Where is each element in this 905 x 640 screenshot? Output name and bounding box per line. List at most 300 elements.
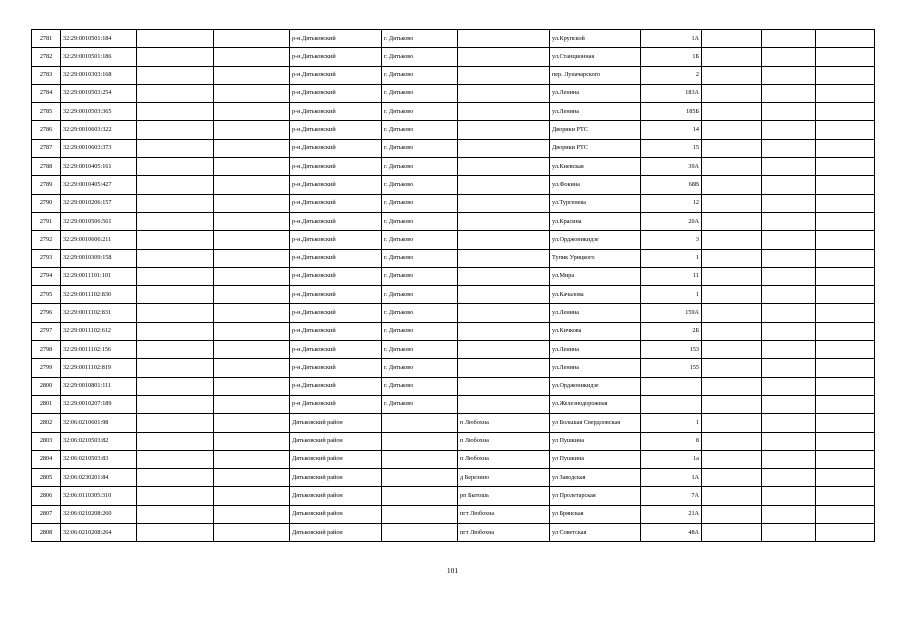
row-number-cell: 2800	[32, 377, 61, 395]
town-cell: г. Дятьково	[382, 377, 458, 395]
town-cell	[382, 524, 458, 542]
locality-cell: пгт Любохна	[458, 524, 550, 542]
empty-cell	[702, 286, 762, 304]
house-number-cell: 8	[641, 432, 702, 450]
empty-cell	[816, 487, 875, 505]
town-cell	[382, 450, 458, 468]
empty-cell	[137, 432, 214, 450]
empty-cell	[214, 249, 290, 267]
street-cell: ул.Киевская	[550, 158, 641, 176]
empty-cell	[702, 249, 762, 267]
empty-cell	[137, 395, 214, 413]
table-row	[32, 432, 875, 450]
street-cell: ул Большая Свердловская	[550, 414, 641, 432]
empty-cell	[214, 450, 290, 468]
table-row	[32, 524, 875, 542]
town-cell	[382, 487, 458, 505]
table-row	[32, 377, 875, 395]
empty-cell	[816, 103, 875, 121]
table-row	[32, 286, 875, 304]
empty-cell	[816, 267, 875, 285]
district-cell: р-н.Дятьковский	[290, 286, 382, 304]
locality-cell: п Любохна	[458, 450, 550, 468]
house-number-cell: 159А	[641, 304, 702, 322]
empty-cell	[137, 194, 214, 212]
empty-cell	[702, 48, 762, 66]
empty-cell	[762, 524, 816, 542]
cadastral-number-cell: 32:06:0210503:83	[61, 450, 137, 468]
district-cell: р-н.Дятьковский	[290, 194, 382, 212]
empty-cell	[702, 322, 762, 340]
row-number-cell: 2794	[32, 267, 61, 285]
table-row	[32, 66, 875, 84]
cadastral-number-cell: 32:29:0010501:186	[61, 48, 137, 66]
street-cell: ул Брянская	[550, 505, 641, 523]
street-cell: ул.Орджоникидзе	[550, 377, 641, 395]
empty-cell	[137, 66, 214, 84]
district-cell: р-н.Дятьковский	[290, 139, 382, 157]
table-row	[32, 139, 875, 157]
table-row	[32, 249, 875, 267]
street-cell: ул.Фокина	[550, 176, 641, 194]
empty-cell	[816, 341, 875, 359]
street-cell: Тупик Урицкого	[550, 249, 641, 267]
table-row	[32, 341, 875, 359]
empty-cell	[762, 286, 816, 304]
locality-cell: п Любохна	[458, 414, 550, 432]
empty-cell	[702, 194, 762, 212]
row-number-cell: 2782	[32, 48, 61, 66]
house-number-cell: 48А	[641, 524, 702, 542]
cadastral-number-cell: 32:29:0010405:427	[61, 176, 137, 194]
house-number-cell: 183А	[641, 84, 702, 102]
district-cell: р-н.Дятьковский	[290, 322, 382, 340]
district-cell: р-н.Дятьковский	[290, 158, 382, 176]
locality-cell	[458, 267, 550, 285]
empty-cell	[762, 359, 816, 377]
empty-cell	[214, 359, 290, 377]
table-row	[32, 487, 875, 505]
street-cell: ул.Ленина	[550, 103, 641, 121]
empty-cell	[137, 469, 214, 487]
empty-cell	[762, 267, 816, 285]
empty-cell	[137, 103, 214, 121]
cadastral-number-cell: 32:29:0010501:184	[61, 30, 137, 48]
empty-cell	[214, 414, 290, 432]
empty-cell	[762, 48, 816, 66]
table-row	[32, 84, 875, 102]
street-cell: пер. Луначарского	[550, 66, 641, 84]
house-number-cell: 153	[641, 341, 702, 359]
row-number-cell: 2783	[32, 66, 61, 84]
empty-cell	[702, 103, 762, 121]
district-cell: Дятьковский район	[290, 469, 382, 487]
empty-cell	[816, 212, 875, 230]
empty-cell	[762, 341, 816, 359]
empty-cell	[702, 84, 762, 102]
empty-cell	[137, 121, 214, 139]
row-number-cell: 2796	[32, 304, 61, 322]
row-number-cell: 2793	[32, 249, 61, 267]
empty-cell	[137, 450, 214, 468]
empty-cell	[816, 359, 875, 377]
table-body	[32, 30, 875, 542]
registry-table	[31, 29, 875, 542]
empty-cell	[214, 121, 290, 139]
empty-cell	[214, 103, 290, 121]
empty-cell	[137, 249, 214, 267]
house-number-cell: 15	[641, 139, 702, 157]
empty-cell	[816, 505, 875, 523]
table-row	[32, 322, 875, 340]
empty-cell	[137, 505, 214, 523]
town-cell: г. Дятьково	[382, 176, 458, 194]
page-number: 101	[446, 566, 459, 575]
table-row	[32, 414, 875, 432]
cadastral-number-cell: 32:29:0010503:254	[61, 84, 137, 102]
town-cell	[382, 505, 458, 523]
empty-cell	[702, 359, 762, 377]
empty-cell	[762, 322, 816, 340]
town-cell: г. Дятьково	[382, 103, 458, 121]
district-cell: Дятьковский район	[290, 524, 382, 542]
house-number-cell: 68В	[641, 176, 702, 194]
table-row	[32, 304, 875, 322]
street-cell: ул.Ленина	[550, 304, 641, 322]
house-number-cell: 11	[641, 267, 702, 285]
street-cell: ул Советская	[550, 524, 641, 542]
empty-cell	[702, 524, 762, 542]
district-cell: р-н.Дятьковский	[290, 249, 382, 267]
empty-cell	[137, 414, 214, 432]
table-row	[32, 103, 875, 121]
empty-cell	[816, 322, 875, 340]
town-cell: г. Дятьково	[382, 286, 458, 304]
cadastral-number-cell: 32:29:0011102:831	[61, 304, 137, 322]
house-number-cell: 21А	[641, 505, 702, 523]
street-cell: ул Пушкина	[550, 432, 641, 450]
empty-cell	[214, 432, 290, 450]
house-number-cell: 2Б	[641, 322, 702, 340]
cadastral-number-cell: 32:29:0010303:168	[61, 66, 137, 84]
empty-cell	[214, 505, 290, 523]
locality-cell	[458, 158, 550, 176]
locality-cell	[458, 176, 550, 194]
empty-cell	[816, 231, 875, 249]
table-row	[32, 231, 875, 249]
row-number-cell: 2785	[32, 103, 61, 121]
locality-cell	[458, 341, 550, 359]
empty-cell	[816, 176, 875, 194]
empty-cell	[137, 377, 214, 395]
street-cell: ул.Ленина	[550, 341, 641, 359]
table-row	[32, 359, 875, 377]
cadastral-number-cell: 32:29:0010606:211	[61, 231, 137, 249]
district-cell: Дятьковский район	[290, 505, 382, 523]
empty-cell	[137, 231, 214, 249]
row-number-cell: 2803	[32, 432, 61, 450]
cadastral-number-cell: 32:29:0010801:111	[61, 377, 137, 395]
district-cell: Дятьковский район	[290, 487, 382, 505]
district-cell: р-н.Дятьковский	[290, 359, 382, 377]
empty-cell	[137, 322, 214, 340]
empty-cell	[702, 304, 762, 322]
street-cell: ул Заводская	[550, 469, 641, 487]
locality-cell	[458, 231, 550, 249]
cadastral-number-cell: 32:29:0010603:322	[61, 121, 137, 139]
town-cell: г. Дятьково	[382, 121, 458, 139]
row-number-cell: 2797	[32, 322, 61, 340]
street-cell: ул.Ленина	[550, 359, 641, 377]
street-cell: ул.Орджоникидзе	[550, 231, 641, 249]
empty-cell	[214, 524, 290, 542]
empty-cell	[762, 103, 816, 121]
house-number-cell: 14	[641, 121, 702, 139]
house-number-cell: 1	[641, 249, 702, 267]
town-cell: г. Дятьково	[382, 395, 458, 413]
empty-cell	[137, 304, 214, 322]
empty-cell	[762, 377, 816, 395]
town-cell: г. Дятьково	[382, 359, 458, 377]
district-cell: р-н.Дятьковский	[290, 231, 382, 249]
town-cell	[382, 414, 458, 432]
house-number-cell: 1	[641, 286, 702, 304]
empty-cell	[702, 487, 762, 505]
empty-cell	[762, 249, 816, 267]
house-number-cell: 20А	[641, 212, 702, 230]
table-row	[32, 158, 875, 176]
locality-cell: пгт Любохна	[458, 505, 550, 523]
empty-cell	[137, 30, 214, 48]
empty-cell	[137, 158, 214, 176]
empty-cell	[816, 286, 875, 304]
street-cell: ул.Красина	[550, 212, 641, 230]
empty-cell	[762, 395, 816, 413]
street-cell: ул.Крупской	[550, 30, 641, 48]
table-row	[32, 212, 875, 230]
town-cell: г. Дятьково	[382, 341, 458, 359]
district-cell: р-н.Дятьковский	[290, 267, 382, 285]
empty-cell	[702, 469, 762, 487]
locality-cell	[458, 84, 550, 102]
locality-cell	[458, 103, 550, 121]
empty-cell	[702, 139, 762, 157]
empty-cell	[214, 267, 290, 285]
empty-cell	[762, 432, 816, 450]
street-cell: ул.Кичкова	[550, 322, 641, 340]
cadastral-number-cell: 32:06:0110305:310	[61, 487, 137, 505]
house-number-cell: 2	[641, 66, 702, 84]
empty-cell	[214, 341, 290, 359]
row-number-cell: 2792	[32, 231, 61, 249]
cadastral-number-cell: 32:29:0010309:158	[61, 249, 137, 267]
empty-cell	[137, 286, 214, 304]
empty-cell	[137, 267, 214, 285]
locality-cell	[458, 377, 550, 395]
empty-cell	[762, 66, 816, 84]
town-cell: г. Дятьково	[382, 158, 458, 176]
house-number-cell	[641, 377, 702, 395]
district-cell: р-н.Дятьковский	[290, 212, 382, 230]
cadastral-number-cell: 32:29:0011102:612	[61, 322, 137, 340]
cadastral-number-cell: 32:29:0010506:561	[61, 212, 137, 230]
house-number-cell: 155	[641, 359, 702, 377]
town-cell: г. Дятьково	[382, 30, 458, 48]
street-cell: ул Пролетарская	[550, 487, 641, 505]
locality-cell: п Любохна	[458, 432, 550, 450]
district-cell: р-н.Дятьковский	[290, 377, 382, 395]
empty-cell	[816, 194, 875, 212]
empty-cell	[762, 176, 816, 194]
cadastral-number-cell: 32:29:0010503:365	[61, 103, 137, 121]
empty-cell	[214, 286, 290, 304]
empty-cell	[816, 48, 875, 66]
row-number-cell: 2802	[32, 414, 61, 432]
locality-cell: д Березино	[458, 469, 550, 487]
house-number-cell: 7А	[641, 487, 702, 505]
street-cell: ул.Тургенева	[550, 194, 641, 212]
house-number-cell: 39А	[641, 158, 702, 176]
row-number-cell: 2781	[32, 30, 61, 48]
row-number-cell: 2806	[32, 487, 61, 505]
row-number-cell: 2805	[32, 469, 61, 487]
locality-cell	[458, 322, 550, 340]
empty-cell	[214, 487, 290, 505]
empty-cell	[702, 66, 762, 84]
cadastral-number-cell: 32:29:0011102:830	[61, 286, 137, 304]
empty-cell	[816, 84, 875, 102]
empty-cell	[214, 212, 290, 230]
district-cell: р-н.Дятьковский	[290, 121, 382, 139]
table-row	[32, 450, 875, 468]
district-cell: Дятьковский район	[290, 432, 382, 450]
house-number-cell: 185Б	[641, 103, 702, 121]
cadastral-number-cell: 32:29:0011102:819	[61, 359, 137, 377]
table-row	[32, 267, 875, 285]
row-number-cell: 2789	[32, 176, 61, 194]
empty-cell	[214, 139, 290, 157]
empty-cell	[137, 487, 214, 505]
house-number-cell	[641, 395, 702, 413]
empty-cell	[702, 30, 762, 48]
empty-cell	[816, 30, 875, 48]
table-row	[32, 30, 875, 48]
cadastral-number-cell: 32:29:0010405:161	[61, 158, 137, 176]
empty-cell	[762, 158, 816, 176]
district-cell: р-н.Дятьковский	[290, 103, 382, 121]
empty-cell	[214, 30, 290, 48]
empty-cell	[762, 505, 816, 523]
empty-cell	[762, 450, 816, 468]
town-cell: г. Дятьково	[382, 48, 458, 66]
town-cell	[382, 469, 458, 487]
street-cell: Дворики РТС	[550, 139, 641, 157]
street-cell: ул.Станционная	[550, 48, 641, 66]
locality-cell	[458, 304, 550, 322]
empty-cell	[762, 469, 816, 487]
locality-cell	[458, 395, 550, 413]
empty-cell	[816, 395, 875, 413]
empty-cell	[702, 267, 762, 285]
locality-cell	[458, 249, 550, 267]
row-number-cell: 2808	[32, 524, 61, 542]
house-number-cell: 1А	[641, 469, 702, 487]
town-cell: г. Дятьково	[382, 231, 458, 249]
empty-cell	[816, 377, 875, 395]
town-cell: г. Дятьково	[382, 267, 458, 285]
empty-cell	[702, 414, 762, 432]
empty-cell	[702, 395, 762, 413]
empty-cell	[214, 395, 290, 413]
locality-cell	[458, 121, 550, 139]
empty-cell	[762, 414, 816, 432]
empty-cell	[762, 84, 816, 102]
empty-cell	[762, 194, 816, 212]
row-number-cell: 2804	[32, 450, 61, 468]
empty-cell	[816, 524, 875, 542]
locality-cell	[458, 66, 550, 84]
locality-cell	[458, 48, 550, 66]
town-cell: г. Дятьково	[382, 249, 458, 267]
empty-cell	[214, 158, 290, 176]
district-cell: р-н.Дятьковский	[290, 30, 382, 48]
empty-cell	[214, 377, 290, 395]
empty-cell	[214, 176, 290, 194]
house-number-cell: 12	[641, 194, 702, 212]
table-row	[32, 469, 875, 487]
locality-cell	[458, 359, 550, 377]
cadastral-number-cell: 32:06:0210503:82	[61, 432, 137, 450]
empty-cell	[816, 432, 875, 450]
empty-cell	[214, 48, 290, 66]
district-cell: р-н.Дятьковский	[290, 304, 382, 322]
row-number-cell: 2795	[32, 286, 61, 304]
cadastral-number-cell: 32:06:0210208:260	[61, 505, 137, 523]
row-number-cell: 2786	[32, 121, 61, 139]
cadastral-number-cell: 32:29:0010206:157	[61, 194, 137, 212]
empty-cell	[702, 212, 762, 230]
cadastral-number-cell: 32:29:0011102:156	[61, 341, 137, 359]
district-cell: р-н.Дятьковский	[290, 341, 382, 359]
empty-cell	[214, 84, 290, 102]
locality-cell: рп Бытошь	[458, 487, 550, 505]
street-cell: ул.Мира	[550, 267, 641, 285]
house-number-cell: 3	[641, 231, 702, 249]
empty-cell	[137, 212, 214, 230]
district-cell: р-н.Дятьковский	[290, 48, 382, 66]
empty-cell	[816, 414, 875, 432]
table-row	[32, 505, 875, 523]
empty-cell	[702, 158, 762, 176]
street-cell: ул.Ленина	[550, 84, 641, 102]
town-cell: г. Дятьково	[382, 139, 458, 157]
district-cell: р-н.Дятьковский	[290, 84, 382, 102]
table-row	[32, 176, 875, 194]
empty-cell	[137, 48, 214, 66]
house-number-cell: 1а	[641, 450, 702, 468]
empty-cell	[214, 304, 290, 322]
cadastral-number-cell: 32:06:0210208:264	[61, 524, 137, 542]
empty-cell	[762, 121, 816, 139]
district-cell: Дятьковский район	[290, 450, 382, 468]
district-cell: р-н Дятьковский	[290, 395, 382, 413]
empty-cell	[214, 322, 290, 340]
town-cell: г. Дятьково	[382, 304, 458, 322]
empty-cell	[816, 450, 875, 468]
empty-cell	[214, 66, 290, 84]
house-number-cell: 1Б	[641, 48, 702, 66]
table-row	[32, 121, 875, 139]
